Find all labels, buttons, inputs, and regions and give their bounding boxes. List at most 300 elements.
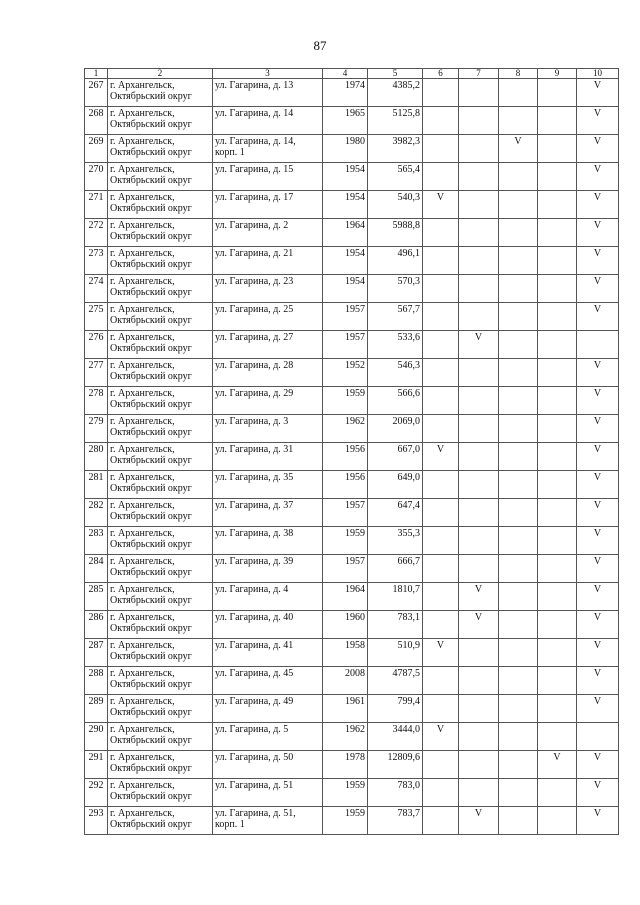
mark-col-10: V: [577, 163, 619, 191]
district-name: Октябрьский округ: [110, 679, 192, 690]
mark-col-9: [538, 695, 577, 723]
address-cell: [213, 359, 323, 387]
table-row: [85, 499, 619, 527]
address-line: ул. Гагарина, д. 50: [215, 752, 294, 763]
address-cell: [213, 695, 323, 723]
table-row: [85, 583, 619, 611]
city-name: г. Архангельск,: [110, 108, 175, 119]
mark-col-8: [499, 611, 538, 639]
total-area: 566,6: [368, 387, 423, 415]
mark-col-7: [459, 415, 499, 443]
city-name: г. Архангельск,: [110, 220, 175, 231]
locality-cell: [108, 611, 213, 639]
address-cell: [213, 191, 323, 219]
year-built: 1965: [323, 107, 368, 135]
district-name: Октябрьский округ: [110, 819, 192, 830]
address-line: ул. Гагарина, д. 27: [215, 332, 294, 343]
year-built: 1964: [323, 583, 368, 611]
total-area: 649,0: [368, 471, 423, 499]
address-cell: [213, 107, 323, 135]
mark-col-7: [459, 79, 499, 107]
mark-col-8: [499, 807, 538, 835]
locality-cell: [108, 527, 213, 555]
locality-cell: [108, 415, 213, 443]
mark-col-10: V: [577, 79, 619, 107]
mark-col-9: [538, 359, 577, 387]
mark-col-10: V: [577, 247, 619, 275]
district-name: Октябрьский округ: [110, 119, 192, 130]
mark-col-8: [499, 779, 538, 807]
row-number: 283: [85, 527, 108, 555]
address-line: ул. Гагарина, д. 4: [215, 584, 289, 595]
total-area: 3444,0: [368, 723, 423, 751]
address-line: ул. Гагарина, д. 45: [215, 668, 294, 679]
total-area: 5125,8: [368, 107, 423, 135]
row-number: 282: [85, 499, 108, 527]
mark-col-8: [499, 751, 538, 779]
district-name: Октябрьский округ: [110, 91, 192, 102]
mark-col-9: [538, 555, 577, 583]
mark-col-10: V: [577, 667, 619, 695]
district-name: Октябрьский округ: [110, 511, 192, 522]
mark-col-10: V: [577, 191, 619, 219]
mark-col-6: V: [423, 723, 459, 751]
address-line: ул. Гагарина, д. 28: [215, 360, 294, 371]
mark-col-8: [499, 723, 538, 751]
locality-cell: [108, 359, 213, 387]
mark-col-9: [538, 275, 577, 303]
mark-col-6: [423, 751, 459, 779]
address-cell: [213, 471, 323, 499]
mark-col-7: [459, 191, 499, 219]
year-built: 1954: [323, 275, 368, 303]
total-area: 666,7: [368, 555, 423, 583]
row-number: 290: [85, 723, 108, 751]
total-area: 496,1: [368, 247, 423, 275]
column-header: 9: [538, 69, 577, 79]
address-line: ул. Гагарина, д. 37: [215, 500, 294, 511]
row-number: 292: [85, 779, 108, 807]
mark-col-7: V: [459, 583, 499, 611]
table-row: [85, 751, 619, 779]
district-name: Октябрьский округ: [110, 175, 192, 186]
district-name: Октябрьский округ: [110, 259, 192, 270]
mark-col-9: [538, 779, 577, 807]
city-name: г. Архангельск,: [110, 752, 175, 763]
address-cell: [213, 275, 323, 303]
locality-cell: [108, 247, 213, 275]
district-name: Октябрьский округ: [110, 651, 192, 662]
mark-col-6: [423, 247, 459, 275]
mark-col-9: [538, 247, 577, 275]
year-built: 1980: [323, 135, 368, 163]
total-area: 783,7: [368, 807, 423, 835]
locality-cell: [108, 79, 213, 107]
table-row: [85, 163, 619, 191]
city-name: г. Архангельск,: [110, 584, 175, 595]
district-name: Октябрьский округ: [110, 483, 192, 494]
city-name: г. Архангельск,: [110, 556, 175, 567]
mark-col-8: [499, 555, 538, 583]
city-name: г. Архангельск,: [110, 668, 175, 679]
total-area: 567,7: [368, 303, 423, 331]
district-name: Октябрьский округ: [110, 595, 192, 606]
address-cell: [213, 163, 323, 191]
year-built: 1954: [323, 191, 368, 219]
mark-col-9: [538, 499, 577, 527]
mark-col-6: [423, 387, 459, 415]
address-cell: [213, 779, 323, 807]
address-cell: [213, 443, 323, 471]
total-area: 4787,5: [368, 667, 423, 695]
mark-col-7: [459, 275, 499, 303]
mark-col-8: [499, 667, 538, 695]
city-name: г. Архангельск,: [110, 528, 175, 539]
mark-col-10: V: [577, 275, 619, 303]
mark-col-10: V: [577, 443, 619, 471]
total-area: 533,6: [368, 331, 423, 359]
mark-col-7: [459, 499, 499, 527]
address-cell: [213, 219, 323, 247]
total-area: 12809,6: [368, 751, 423, 779]
address-cell: [213, 751, 323, 779]
mark-col-9: [538, 219, 577, 247]
address-cell: [213, 331, 323, 359]
address-cell: [213, 723, 323, 751]
total-area: 565,4: [368, 163, 423, 191]
locality-cell: [108, 191, 213, 219]
locality-cell: [108, 807, 213, 835]
mark-col-9: [538, 135, 577, 163]
table-body: [85, 79, 619, 835]
district-name: Октябрьский округ: [110, 623, 192, 634]
row-number: 277: [85, 359, 108, 387]
mark-col-10: [577, 723, 619, 751]
mark-col-6: [423, 471, 459, 499]
mark-col-8: [499, 415, 538, 443]
mark-col-10: V: [577, 527, 619, 555]
address-line: ул. Гагарина, д. 2: [215, 220, 289, 231]
locality-cell: [108, 331, 213, 359]
district-name: Октябрьский округ: [110, 371, 192, 382]
mark-col-10: V: [577, 639, 619, 667]
mark-col-6: [423, 303, 459, 331]
mark-col-6: V: [423, 443, 459, 471]
column-header: 10: [577, 69, 619, 79]
year-built: 1961: [323, 695, 368, 723]
table-row: [85, 779, 619, 807]
row-number: 287: [85, 639, 108, 667]
total-area: 783,1: [368, 611, 423, 639]
mark-col-9: [538, 107, 577, 135]
row-number: 269: [85, 135, 108, 163]
city-name: г. Архангельск,: [110, 304, 175, 315]
mark-col-10: V: [577, 555, 619, 583]
address-line: ул. Гагарина, д. 15: [215, 164, 294, 175]
city-name: г. Архангельск,: [110, 724, 175, 735]
mark-col-9: [538, 415, 577, 443]
city-name: г. Архангельск,: [110, 276, 175, 287]
mark-col-10: V: [577, 695, 619, 723]
mark-col-6: [423, 163, 459, 191]
table-row: [85, 807, 619, 835]
row-number: 293: [85, 807, 108, 835]
mark-col-10: V: [577, 583, 619, 611]
city-name: г. Архангельск,: [110, 612, 175, 623]
column-header: 8: [499, 69, 538, 79]
district-name: Октябрьский округ: [110, 539, 192, 550]
address-cell: [213, 639, 323, 667]
table-row: [85, 359, 619, 387]
mark-col-7: [459, 303, 499, 331]
column-header: 5: [368, 69, 423, 79]
row-number: 280: [85, 443, 108, 471]
district-name: Октябрьский округ: [110, 343, 192, 354]
table-row: [85, 331, 619, 359]
year-built: 1959: [323, 527, 368, 555]
row-number: 273: [85, 247, 108, 275]
table-row: [85, 247, 619, 275]
mark-col-7: [459, 639, 499, 667]
address-cell: [213, 303, 323, 331]
address-line: ул. Гагарина, д. 13: [215, 80, 294, 91]
city-name: г. Архангельск,: [110, 360, 175, 371]
mark-col-9: [538, 611, 577, 639]
page-number: 87: [313, 38, 327, 53]
mark-col-8: [499, 107, 538, 135]
column-header: 6: [423, 69, 459, 79]
district-name: Октябрьский округ: [110, 707, 192, 718]
locality-cell: [108, 219, 213, 247]
total-area: 799,4: [368, 695, 423, 723]
column-number-row: [85, 69, 619, 79]
district-name: Октябрьский округ: [110, 735, 192, 746]
locality-cell: [108, 303, 213, 331]
mark-col-10: V: [577, 499, 619, 527]
mark-col-6: [423, 667, 459, 695]
address-line: ул. Гагарина, д. 40: [215, 612, 294, 623]
city-name: г. Архангельск,: [110, 500, 175, 511]
locality-cell: [108, 107, 213, 135]
mark-col-8: [499, 583, 538, 611]
locality-cell: [108, 443, 213, 471]
mark-col-7: [459, 107, 499, 135]
mark-col-10: V: [577, 135, 619, 163]
year-built: 1962: [323, 415, 368, 443]
mark-col-10: V: [577, 219, 619, 247]
mark-col-6: [423, 415, 459, 443]
table-row: [85, 555, 619, 583]
year-built: 1956: [323, 443, 368, 471]
city-name: г. Архангельск,: [110, 780, 175, 791]
mark-col-10: V: [577, 751, 619, 779]
address-line: ул. Гагарина, д. 39: [215, 556, 294, 567]
table-row: [85, 527, 619, 555]
mark-col-8: [499, 471, 538, 499]
mark-col-6: [423, 499, 459, 527]
mark-col-8: [499, 303, 538, 331]
column-header: 1: [85, 69, 108, 79]
row-number: 267: [85, 79, 108, 107]
city-name: г. Архангельск,: [110, 248, 175, 259]
mark-col-7: [459, 387, 499, 415]
row-number: 281: [85, 471, 108, 499]
table-row: [85, 695, 619, 723]
mark-col-6: [423, 107, 459, 135]
district-name: Октябрьский округ: [110, 791, 192, 802]
mark-col-10: V: [577, 359, 619, 387]
mark-col-7: [459, 135, 499, 163]
mark-col-7: [459, 247, 499, 275]
mark-col-8: [499, 387, 538, 415]
mark-col-10: [577, 331, 619, 359]
mark-col-7: [459, 359, 499, 387]
mark-col-9: [538, 807, 577, 835]
total-area: 647,4: [368, 499, 423, 527]
address-cell: [213, 79, 323, 107]
total-area: 667,0: [368, 443, 423, 471]
city-name: г. Архангельск,: [110, 332, 175, 343]
mark-col-8: [499, 499, 538, 527]
row-number: 285: [85, 583, 108, 611]
mark-col-7: [459, 471, 499, 499]
mark-col-9: [538, 471, 577, 499]
address-line: ул. Гагарина, д. 35: [215, 472, 294, 483]
row-number: 284: [85, 555, 108, 583]
address-cell: [213, 499, 323, 527]
address-line-2: корп. 1: [215, 147, 245, 158]
mark-col-9: [538, 527, 577, 555]
mark-col-7: [459, 443, 499, 471]
year-built: 1957: [323, 555, 368, 583]
mark-col-8: [499, 443, 538, 471]
locality-cell: [108, 695, 213, 723]
district-name: Октябрьский округ: [110, 455, 192, 466]
table-row: [85, 415, 619, 443]
mark-col-8: [499, 331, 538, 359]
mark-col-6: V: [423, 639, 459, 667]
locality-cell: [108, 639, 213, 667]
mark-col-10: V: [577, 303, 619, 331]
table-row: [85, 639, 619, 667]
total-area: 546,3: [368, 359, 423, 387]
mark-col-9: [538, 387, 577, 415]
mark-col-7: [459, 219, 499, 247]
mark-col-8: [499, 695, 538, 723]
locality-cell: [108, 583, 213, 611]
year-built: 1958: [323, 639, 368, 667]
locality-cell: [108, 555, 213, 583]
locality-cell: [108, 499, 213, 527]
address-line: ул. Гагарина, д. 21: [215, 248, 294, 259]
year-built: 1954: [323, 247, 368, 275]
address-line: ул. Гагарина, д. 23: [215, 276, 294, 287]
total-area: 5988,8: [368, 219, 423, 247]
table-row: [85, 667, 619, 695]
year-built: 1959: [323, 807, 368, 835]
district-name: Октябрьский округ: [110, 567, 192, 578]
total-area: 355,3: [368, 527, 423, 555]
city-name: г. Архангельск,: [110, 136, 175, 147]
city-name: г. Архангельск,: [110, 472, 175, 483]
year-built: 1959: [323, 387, 368, 415]
year-built: 1974: [323, 79, 368, 107]
mark-col-10: V: [577, 415, 619, 443]
mark-col-6: [423, 611, 459, 639]
row-number: 289: [85, 695, 108, 723]
address-cell: [213, 247, 323, 275]
mark-col-10: V: [577, 471, 619, 499]
address-cell: [213, 555, 323, 583]
address-cell: [213, 527, 323, 555]
total-area: 4385,2: [368, 79, 423, 107]
row-number: 288: [85, 667, 108, 695]
district-name: Октябрьский округ: [110, 287, 192, 298]
locality-cell: [108, 779, 213, 807]
row-number: 279: [85, 415, 108, 443]
year-built: 1957: [323, 331, 368, 359]
district-name: Октябрьский округ: [110, 203, 192, 214]
address-cell: [213, 807, 323, 835]
year-built: 1964: [323, 219, 368, 247]
address-line: ул. Гагарина, д. 25: [215, 304, 294, 315]
district-name: Октябрьский округ: [110, 147, 192, 158]
address-line: ул. Гагарина, д. 51,: [215, 808, 296, 819]
year-built: 1978: [323, 751, 368, 779]
year-built: 1957: [323, 499, 368, 527]
mark-col-7: [459, 751, 499, 779]
total-area: 540,3: [368, 191, 423, 219]
table-row: [85, 135, 619, 163]
mark-col-7: [459, 723, 499, 751]
mark-col-8: [499, 191, 538, 219]
mark-col-8: [499, 219, 538, 247]
locality-cell: [108, 667, 213, 695]
address-cell: [213, 583, 323, 611]
table-row: [85, 471, 619, 499]
mark-col-6: [423, 219, 459, 247]
row-number: 274: [85, 275, 108, 303]
total-area: 570,3: [368, 275, 423, 303]
address-line: ул. Гагарина, д. 41: [215, 640, 294, 651]
mark-col-9: [538, 191, 577, 219]
address-line: ул. Гагарина, д. 3: [215, 416, 289, 427]
city-name: г. Архангельск,: [110, 164, 175, 175]
locality-cell: [108, 163, 213, 191]
row-number: 270: [85, 163, 108, 191]
total-area: 3982,3: [368, 135, 423, 163]
city-name: г. Архангельск,: [110, 808, 175, 819]
address-line: ул. Гагарина, д. 5: [215, 724, 289, 735]
table-row: [85, 723, 619, 751]
mark-col-8: [499, 163, 538, 191]
city-name: г. Архангельск,: [110, 444, 175, 455]
mark-col-7: V: [459, 807, 499, 835]
address-cell: [213, 667, 323, 695]
table-row: [85, 611, 619, 639]
table-row: [85, 219, 619, 247]
mark-col-9: [538, 583, 577, 611]
year-built: 1957: [323, 303, 368, 331]
mark-col-10: V: [577, 387, 619, 415]
mark-col-8: V: [499, 135, 538, 163]
column-header: 3: [213, 69, 323, 79]
total-area: 2069,0: [368, 415, 423, 443]
mark-col-6: [423, 779, 459, 807]
mark-col-7: [459, 779, 499, 807]
mark-col-7: [459, 695, 499, 723]
row-number: 286: [85, 611, 108, 639]
